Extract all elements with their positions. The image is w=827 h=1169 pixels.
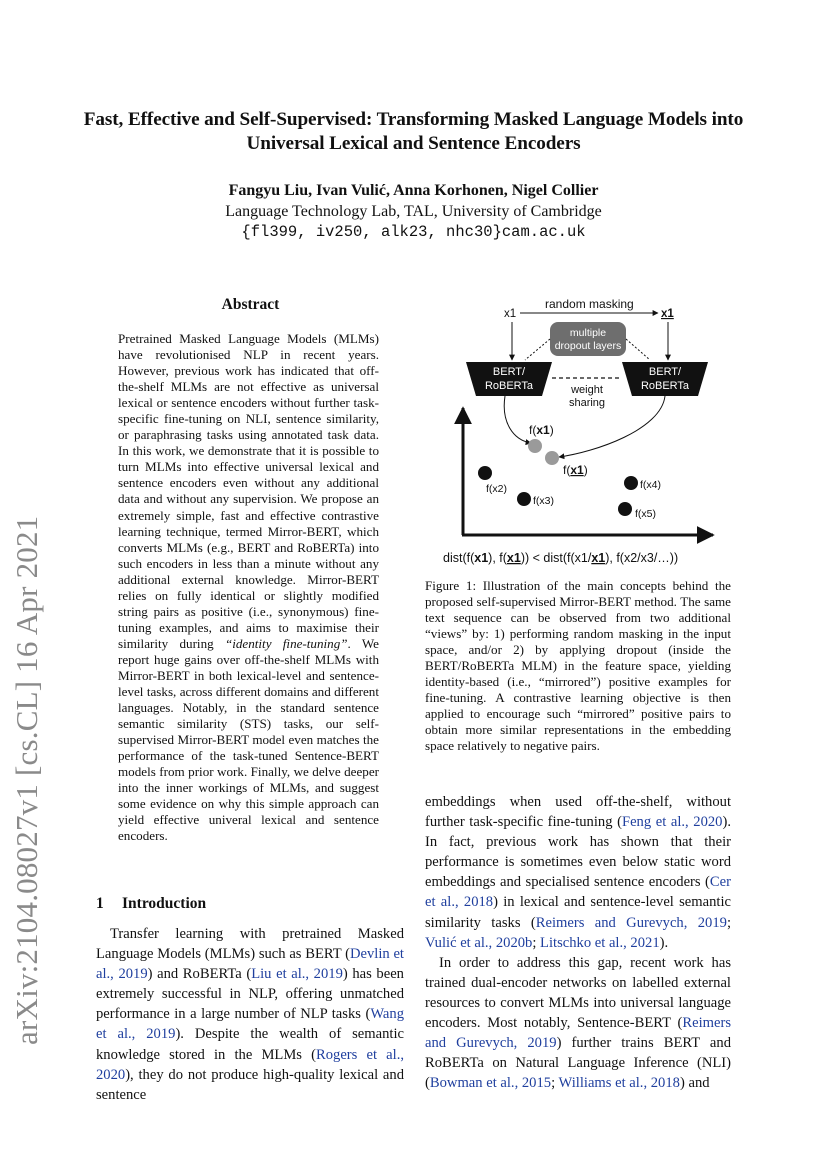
- citation-link[interactable]: Feng et al., 2020: [621, 814, 723, 831]
- citation-link[interactable]: Cer et al., 2018: [425, 874, 731, 911]
- right-column-text: [425, 792, 731, 1093]
- arrow-to-fx1: [504, 396, 531, 443]
- weight-sharing-label-2: sharing: [568, 397, 606, 409]
- paragraph: In order to address this gap, recent work has trained dual-encoder networks on labelled external resources to convert MLMs into universal language encoders. Most notably, Sentence-BERT (Reimers and Gurevych, 2019) further trains BERT and RoBERTa on Natural Language Inference (NLI) (Bowman et al., 2015; Williams et al., 2018) and: [425, 954, 731, 1092]
- label-fx2: f(x2): [486, 483, 507, 495]
- input-x1-left: x1: [504, 308, 517, 320]
- dropout-label-2: dropout layers: [554, 340, 622, 352]
- random-masking-label: random masking: [545, 297, 634, 311]
- abstract-heading: Abstract: [221, 296, 280, 313]
- citation-link[interactable]: Bowman et al., 2015: [429, 1075, 552, 1092]
- dropout-link-left: [525, 339, 550, 360]
- arxiv-watermark: arXiv:2104.08027v1 [cs.CL] 16 Apr 2021: [9, 515, 44, 1045]
- section-title: Introduction: [122, 895, 207, 912]
- point-fx2: [478, 466, 492, 480]
- intro-paragraph: Transfer learning with pretrained Masked Language Models (MLMs) such as BERT (Devlin et al., 2019) and RoBERTa (Liu et al., 2019) has been extremely successful in NLP, offering unmatched performance in a large number of NLP tasks (Wang et al., 2019). Despite the wealth of semantic knowledge stored in the MLMs (Rogers et al., 2020), they do not produce high-quality lexical and sentence: [96, 926, 404, 1103]
- citation-link[interactable]: Litschko et al., 2021: [540, 934, 660, 951]
- figure-caption: Figure 1: Illustration of the main concepts behind the proposed self-supervised Mirror-BERT method. The same text sequence can be observed from two additional “views” by: 1) performing random masking in the input space, and/or 2) by applying dropout (inside the BERT/RoBERTa MLM) in the feature space, yielding identity-based (i.e., “mirrored”) positive examples for fine-tuning. A contrastive learning objective is then applied to encourage such “mirrored” positive pairs to obtain more similar representations in the embedding space relatively to negative pairs.: [425, 578, 731, 754]
- email: {fl399, iv250, alk23, nhc30}cam.ac.uk: [241, 223, 586, 241]
- encoder-left-label-1: BERT/: [492, 366, 526, 378]
- section-number: 1: [96, 895, 104, 912]
- citation-link[interactable]: Reimers and Gurevych, 2019: [535, 914, 727, 931]
- weight-sharing-label-1: weight: [571, 384, 603, 396]
- citation-link[interactable]: Wang et al., 2019: [96, 1006, 404, 1043]
- citation-link[interactable]: Reimers and Gurevych, 2019: [425, 1015, 731, 1052]
- point-fx1: [528, 439, 542, 453]
- point-fx3: [517, 492, 531, 506]
- citation-link[interactable]: Liu et al., 2019: [251, 966, 343, 983]
- encoder-left-label-2: RoBERTa: [484, 380, 534, 392]
- distance-formula: dist(f(x1), f(x1)) < dist(f(x1/x1), f(x2/x3/…)): [443, 551, 679, 565]
- section-heading: [96, 894, 396, 914]
- point-fx4: [624, 476, 638, 490]
- input-x1-masked: x1: [661, 308, 674, 320]
- label-fx3: f(x3): [533, 495, 554, 507]
- citation-link[interactable]: Devlin et al., 2019: [96, 946, 404, 983]
- citation-link[interactable]: Williams et al., 2018: [558, 1075, 680, 1092]
- point-fx5: [618, 502, 632, 516]
- label-fx5: f(x5): [635, 508, 656, 520]
- dropout-link-right: [626, 339, 650, 360]
- abstract-body: Pretrained Masked Language Models (MLMs) have revolutionised NLP in recent years. However, previous work has indicated that off-the-shelf MLMs are not effective as universal lexical or sentence encoders without further task-specific fine-tuning on NLI, sentence similarity, or paraphrasing tasks using annotated task data. In this work, we demonstrate that it is possible to turn MLMs into effective universal lexical and sentence encoders even without any additional data and without any supervision. We propose an extremely simple, fast and effective contrastive learning technique, termed Mirror-BERT, which converts MLMs (e.g., BERT and RoBERTa) into such encoders in less than a minute without any additional external knowledge. Mirror-BERT relies on fully identical or slightly modified string pairs as positive (i.e., synonymous) fine-tuning examples, and aims to maximise their similarity during “identity fine-tuning”. We report huge gains over off-the-shelf MLMs with Mirror-BERT in both lexical-level and sentence-level tasks, across different domains and different languages. Notably, in the standard sentence semantic similarity (STS) tasks, our self-supervised Mirror-BERT model even matches the performance of the task-tuned Sentence-BERT models from prior work. Finally, we delve deeper into the inner workings of MLMs, and suggest some evidence on why this simple approach can yield effective univeral lexical and sentence encoders.: [118, 331, 379, 844]
- label-fx1: f(x1): [529, 423, 554, 437]
- affiliation: Language Technology Lab, TAL, University of Cambridge: [225, 203, 602, 220]
- figure-1: [425, 292, 735, 572]
- authors: Fangyu Liu, Ivan Vulić, Anna Korhonen, Nigel Collier: [228, 182, 599, 199]
- dropout-label-1: multiple: [569, 327, 607, 339]
- citation-link[interactable]: Rogers et al., 2020: [96, 1046, 404, 1083]
- point-fx1-mirror: [545, 451, 559, 465]
- encoder-right-label-1: BERT/: [648, 366, 682, 378]
- citation-link[interactable]: Vulić et al., 2020b: [425, 934, 533, 951]
- paragraph: embeddings when used off-the-shelf, without further task-specific fine-tuning (Feng et al., 2020). In fact, previous work has shown that their performance is sometimes even below static word embeddings and specialised sentence encoders (Cer et al., 2018) in lexical and sentence-level semantic similarity tasks (Reimers and Gurevych, 2019; Vulić et al., 2020b; Litschko et al., 2021).: [425, 794, 731, 951]
- encoder-right-label-2: RoBERTa: [640, 380, 690, 392]
- label-fx4: f(x4): [640, 479, 661, 491]
- paper-title: Fast, Effective and Self-Supervised: Transforming Masked Language Models into Universal Lexical and Sentence Encoders: [83, 109, 744, 154]
- label-fx1-mirror: f(x1): [563, 463, 588, 477]
